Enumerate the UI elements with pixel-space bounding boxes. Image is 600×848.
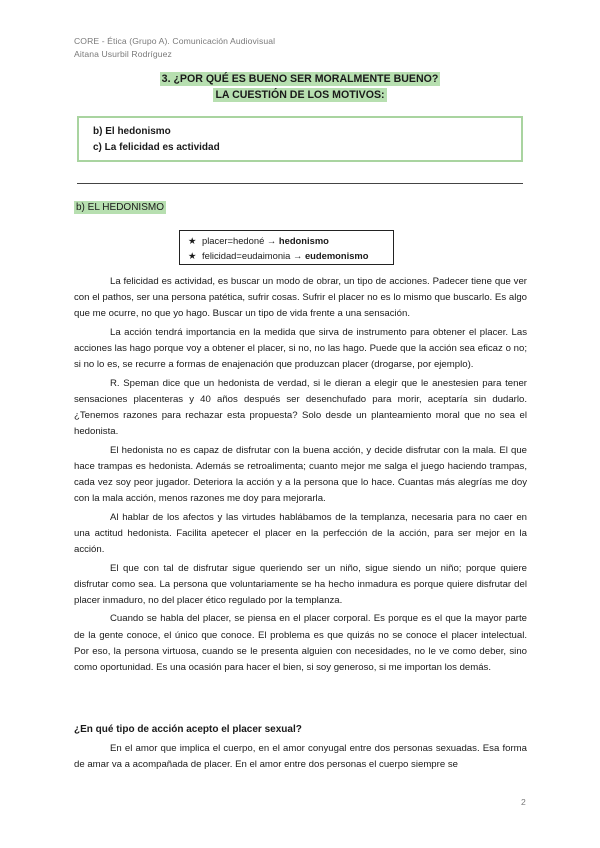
paragraph: La acción tendrá importancia en la medida que sirva de instrumento para obtener el placer. Las acciones las hago porque voy a obtener el placer, si no, no las hago. Puede que la acción sea eficaz o no; si no lo es, se recurre a formas de enajenación que produzcan placer (drogarse, por ejemplo). <box>74 326 527 371</box>
star-bullet-icon: ★ <box>188 250 197 261</box>
final-body-text <box>74 741 527 776</box>
paragraph: Cuando se habla del placer, se piensa en el placer corporal. Es porque es el que la mayor parte de la gente conoce, el único que conoce. El problema es que quizás no se conoce el placer intelectual. Por eso, la persona virtuosa, cuando se le presenta alguien con necesidades, no le ve como deber, sino como oportunidad. Es una ocasión para hacer el bien, si soy generoso, si me importan los demás. <box>74 613 527 673</box>
body-text <box>74 274 527 678</box>
page-number: 2 <box>521 797 526 807</box>
star-bullet-icon: ★ <box>188 235 197 246</box>
section-heading-text: b) EL HEDONISMO <box>76 202 164 213</box>
definition-1-text: placer=hedoné → <box>202 235 279 246</box>
definition-1-term: hedonismo <box>278 235 329 246</box>
outline-item-felicidad: c) La felicidad es actividad <box>93 142 220 153</box>
horizontal-divider <box>77 183 523 184</box>
document-subtitle <box>0 89 600 101</box>
definition-2-text: felicidad=eudaimonia → <box>202 250 305 261</box>
definitions-box <box>179 230 394 265</box>
header-author: Aitana Usurbil Rodríguez <box>74 49 172 59</box>
definition-eudemonismo <box>188 250 369 262</box>
paragraph: La felicidad es actividad, es buscar un modo de obrar, un tipo de acciones. Padecer tiene que ver con el pathos, ser una persona patética, sufrir cosas. Sufrir el placer no es lo mismo que buscarlo. Es algo que me ocurre, no que yo hago. Buscar un tipo de vida frente a una sensación. <box>74 276 527 320</box>
outline-item-hedonismo: b) El hedonismo <box>93 126 171 137</box>
section-heading <box>74 202 166 213</box>
paragraph: Al hablar de los afectos y las virtudes hablábamos de la templanza, necesaria para no caer en una actitud hedonista. Facilita apetecer el placer en la perfección de la acción, para ser mejor en la acción. <box>74 511 527 555</box>
definition-hedonismo <box>188 235 329 247</box>
header-course: CORE - Ética (Grupo A). Comunicación Audiovisual <box>74 36 276 46</box>
outline-box <box>77 116 523 162</box>
question-heading: ¿En qué tipo de acción acepto el placer sexual? <box>74 724 302 735</box>
paragraph: El que con tal de disfrutar sigue queriendo ser un niño, sigue siendo un niño; porque quiere disfrutar como sea. La persona que voluntariamente se ha hecho inmadura es porque quiere disfrutar del placer inmaduro, no del placer ético regulado por la templanza. <box>74 562 527 606</box>
title-line-1: 3. ¿POR QUÉ ES BUENO SER MORALMENTE BUENO? <box>161 73 439 85</box>
paragraph: R. Speman dice que un hedonista de verdad, si le dieran a elegir que le anestesien para tener sensaciones placenteras y 40 años después ser desenchufado para morir, aceptaría sin dudarlo. ¿Tenemos razones para rechazar esta propuesta? Solo desde un planteamiento moral que no sea el hedonista. <box>74 377 527 438</box>
document-title <box>0 73 600 85</box>
title-line-2: LA CUESTIÓN DE LOS MOTIVOS: <box>215 89 385 101</box>
definition-2-term: eudemonismo <box>304 250 369 261</box>
paragraph: En el amor que implica el cuerpo, en el amor conyugal entre dos personas sexuadas. Esa forma de amar va a acompañada de placer. En el amor entre dos personas el cuerpo siempre se <box>74 743 527 771</box>
paragraph: El hedonista no es capaz de disfrutar con la buena acción, y decide disfrutar con la mala. El que hace trampas es hedonista. Además se retroalimenta; cuanto mejor me salga el juego haciendo trampas, cada vez soy peor jugador. Deteriora la acción y a la persona que lo hace. Cuantas más alegrías me doy con la mala acción, menos razones me doy para mejorarla. <box>74 444 527 504</box>
